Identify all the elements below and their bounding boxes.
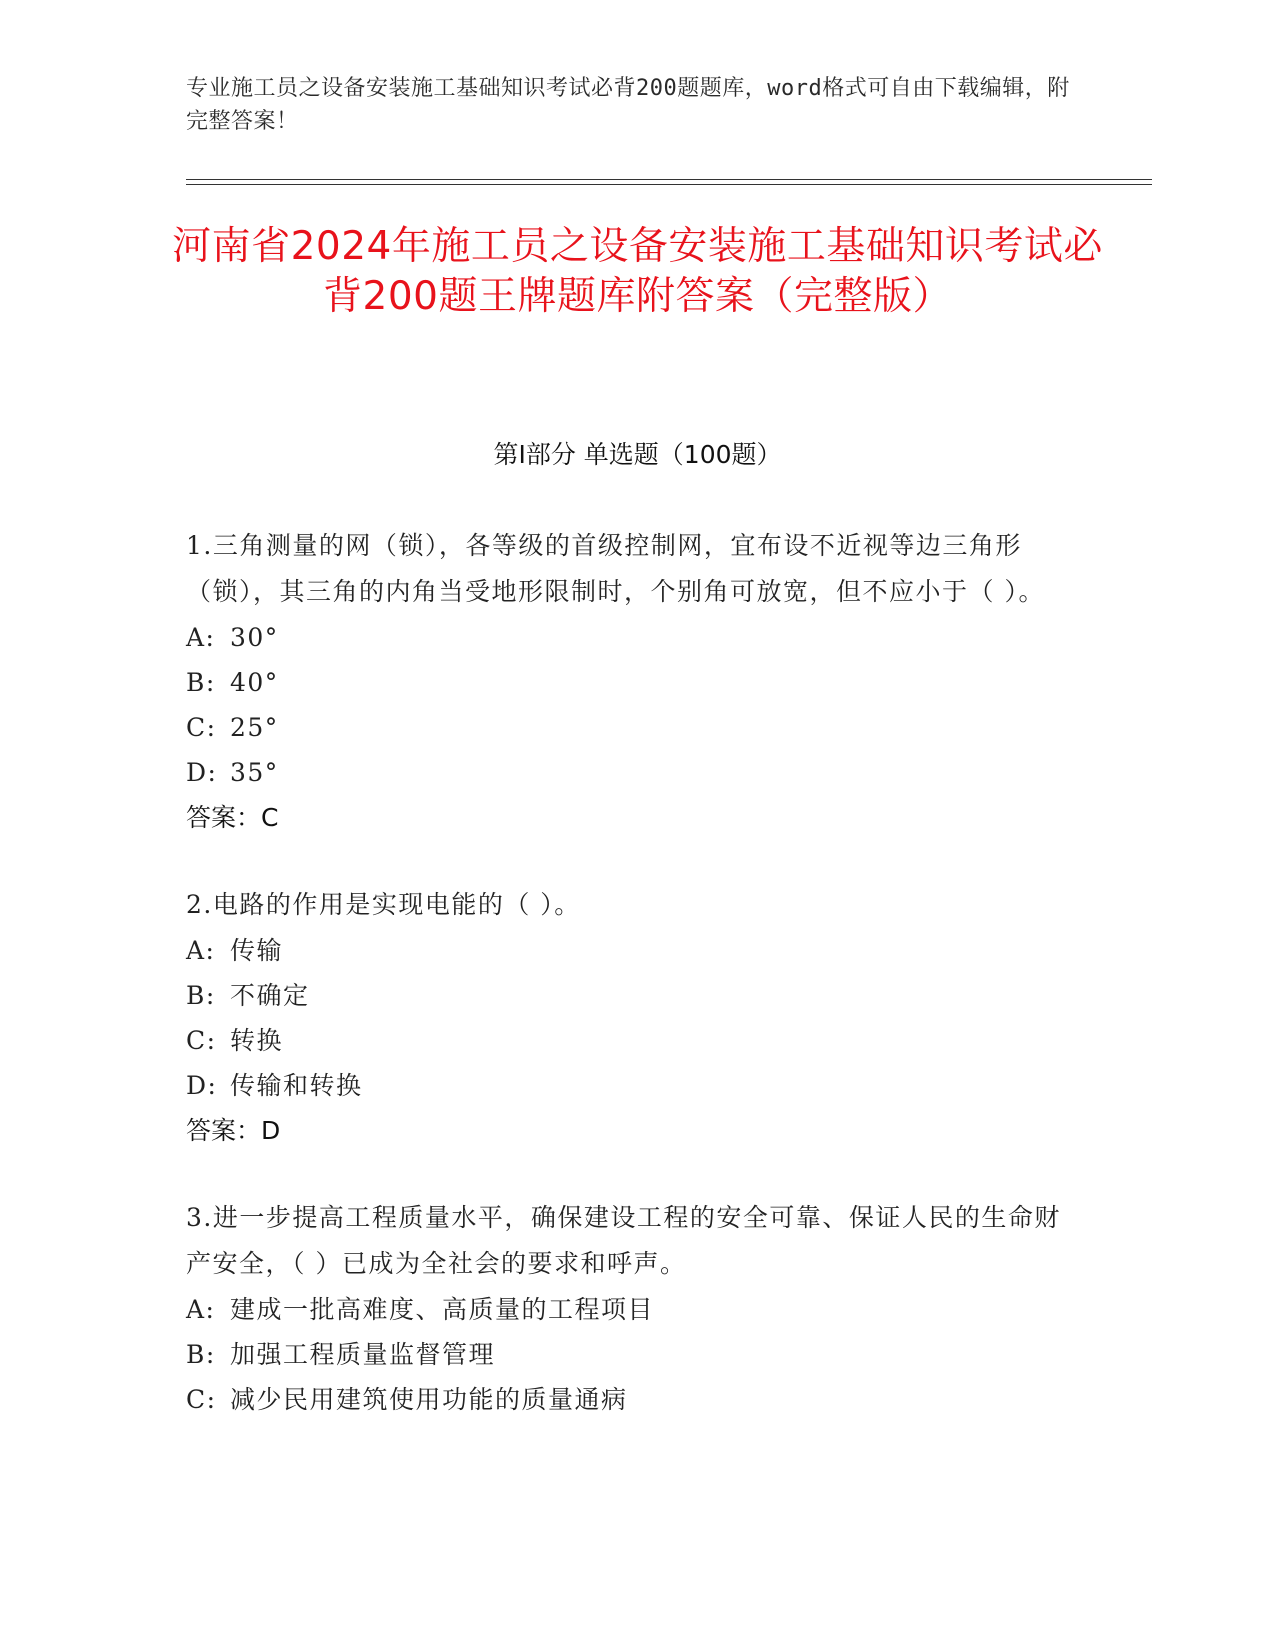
question-stem: 1.三角测量的网（锁），各等级的首级控制网，宜布设不近视等边三角形（锁），其三角的内角当受地形限制时，个别角可放宽，但不应小于（ ）。 xyxy=(186,531,1045,606)
option-a xyxy=(186,928,1066,973)
option-text: 不确定 xyxy=(230,981,310,1010)
question-2 xyxy=(186,882,1066,1153)
option-letter: C: xyxy=(186,1026,217,1055)
option-letter: A: xyxy=(186,623,216,652)
option-d xyxy=(186,750,1066,795)
option-letter: B: xyxy=(186,668,216,697)
option-text: 加强工程质量监督管理 xyxy=(230,1340,496,1369)
question-stem: 3.进一步提高工程质量水平，确保建设工程的安全可靠、保证人民的生命财产安全，（ ）已成为全社会的要求和呼声。 xyxy=(186,1203,1061,1278)
option-text: 转换 xyxy=(230,1026,284,1055)
option-letter: A: xyxy=(186,1295,216,1324)
option-text: 25° xyxy=(230,713,279,742)
option-letter: B: xyxy=(186,1340,216,1369)
option-letter: B: xyxy=(186,981,216,1010)
option-c xyxy=(186,1377,1066,1422)
section-heading: 第I部分 单选题（100题） xyxy=(493,440,782,469)
option-text: 建成一批高难度、高质量的工程项目 xyxy=(230,1295,655,1324)
document-title: 河南省2024年施工员之设备安装施工基础知识考试必背200题王牌题库附答案（完整版） xyxy=(172,224,1103,319)
option-b xyxy=(186,973,1066,1018)
header-note: 专业施工员之设备安装施工基础知识考试必背200题题库，word格式可自由下载编辑，附完整答案！ xyxy=(186,76,1070,134)
option-letter: C: xyxy=(186,1385,217,1414)
question-list xyxy=(186,523,1066,1464)
option-text: 35° xyxy=(230,758,279,787)
option-b xyxy=(186,660,1066,705)
answer-line: 答案：C xyxy=(186,803,279,832)
option-b xyxy=(186,1332,1066,1377)
option-text: 减少民用建筑使用功能的质量通病 xyxy=(230,1385,628,1414)
option-text: 30° xyxy=(230,623,279,652)
option-text: 传输 xyxy=(230,936,284,965)
option-letter: A: xyxy=(186,936,216,965)
option-letter: D: xyxy=(186,1071,218,1100)
option-d xyxy=(186,1063,1066,1108)
option-letter: C: xyxy=(186,713,217,742)
answer-line: 答案：D xyxy=(186,1116,281,1145)
option-c xyxy=(186,1018,1066,1063)
option-c xyxy=(186,705,1066,750)
option-a xyxy=(186,615,1066,660)
header-rule-bottom xyxy=(186,184,1152,185)
option-letter: D: xyxy=(186,758,218,787)
question-stem: 2.电路的作用是实现电能的（ ）。 xyxy=(186,890,581,919)
option-text: 40° xyxy=(230,668,279,697)
option-a xyxy=(186,1287,1066,1332)
option-text: 传输和转换 xyxy=(230,1071,363,1100)
header-rule-top xyxy=(186,179,1152,180)
question-1 xyxy=(186,523,1066,840)
question-3 xyxy=(186,1195,1066,1422)
